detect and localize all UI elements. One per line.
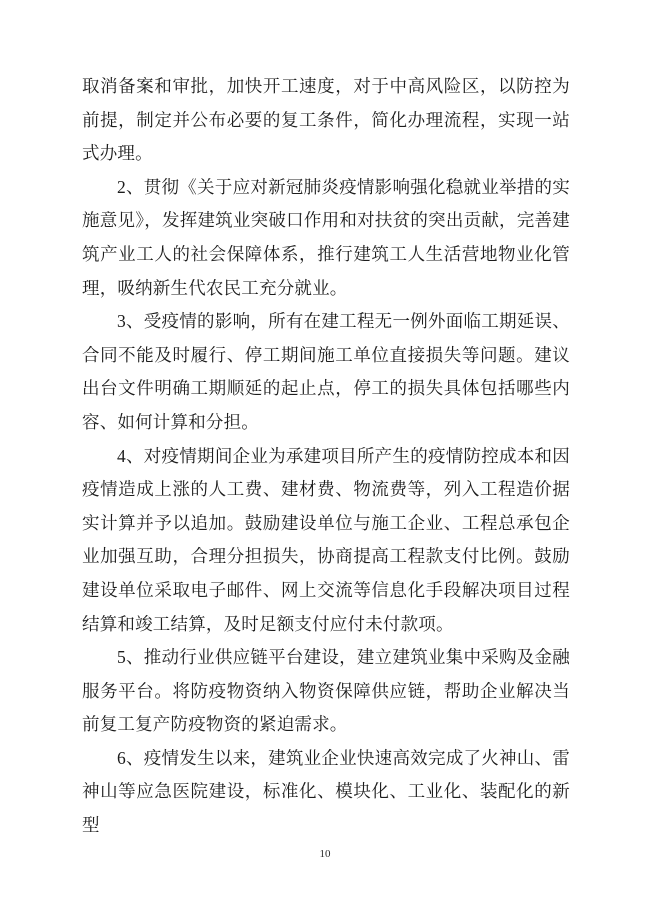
document-body — [82, 70, 570, 843]
paragraph: 5、推动行业供应链平台建设，建立建筑业集中采购及金融服务平台。将防疫物资纳入物资保障供应链，帮助企业解决当前复工复产防疫物资的紧迫需求。 — [82, 647, 570, 735]
paragraph: 4、对疫情期间企业为承建项目所产生的疫情防控成本和因疫情造成上涨的人工费、建材费、物流费等，列入工程造价据实计算并予以追加。鼓励建设单位与施工企业、工程总承包企业加强互助，合理分担损失，协商提高工程款支付比例。鼓励建设单位采取电子邮件、网上交流等信息化手段解决项目过程结算和竣工结算，及时足额支付应付未付款项。 — [82, 445, 570, 634]
page-number: 10 — [319, 848, 331, 860]
paragraph: 3、受疫情的影响，所有在建工程无一例外面临工期延误、合同不能及时履行、停工期间施工单位直接损失等问题。建议出台文件明确工期顺延的起止点，停工的损失具体包括哪些内容、如何计算和分担。 — [82, 311, 570, 432]
paragraph: 2、贯彻《关于应对新冠肺炎疫情影响强化稳就业举措的实施意见》，发挥建筑业突破口作用和对扶贫的突出贡献，完善建筑产业工人的社会保障体系，推行建筑工人生活营地物业化管理，吸纳新生代农民工充分就业。 — [82, 176, 570, 298]
paragraph: 6、疫情发生以来，建筑业企业快速高效完成了火神山、雷神山等应急医院建设，标准化、模块化、工业化、装配化的新型 — [82, 747, 570, 836]
paragraph: 取消备案和审批，加快开工速度，对于中高风险区，以防控为前提，制定并公布必要的复工条件，简化办理流程，实现一站式办理。 — [82, 76, 570, 164]
